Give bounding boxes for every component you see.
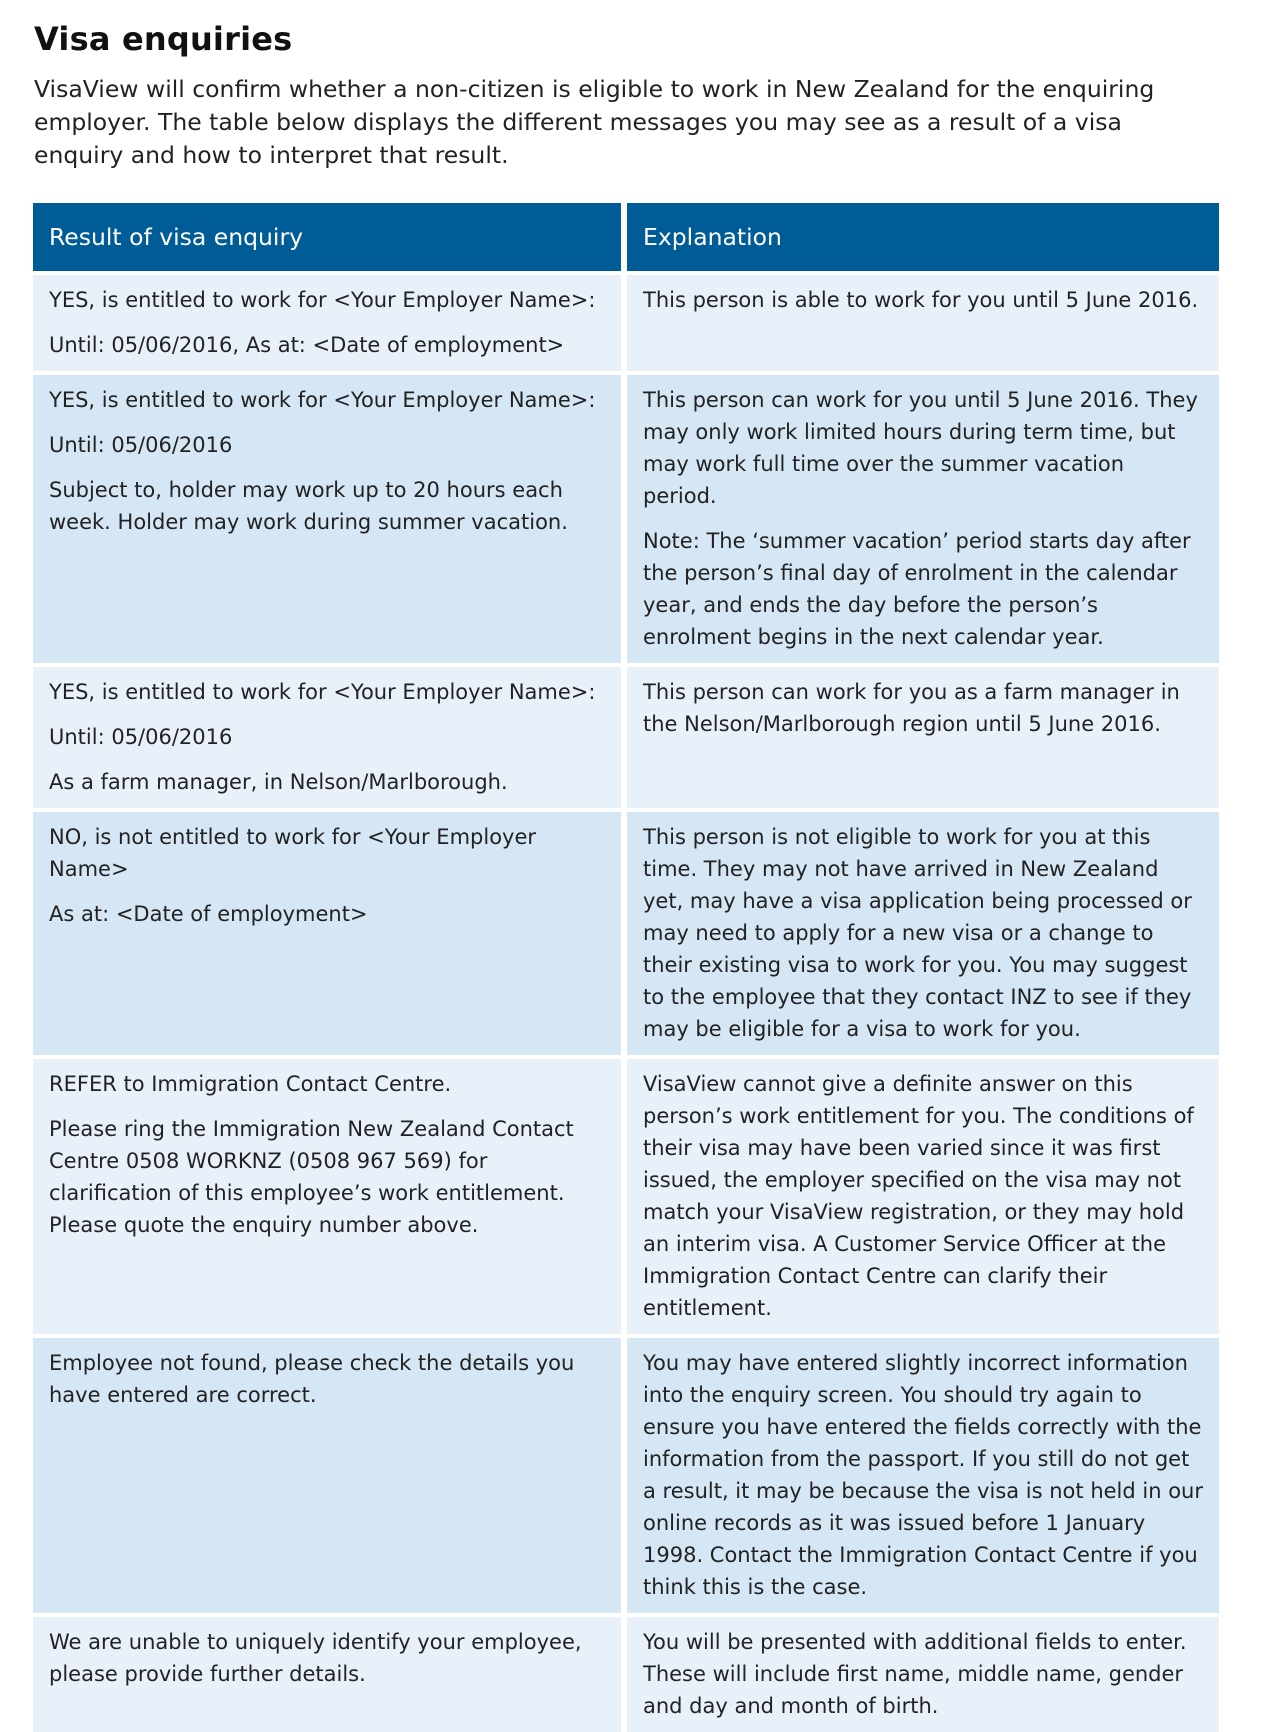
explanation-cell <box>627 808 1219 1055</box>
result-cell <box>33 1613 627 1732</box>
explanation-paragraph: VisaView cannot give a definite answer on this person’s work entitlement for you. The conditions of their visa may have been varied since it was first issued, the employer specified on the visa may not match your VisaView registration, or they may hold an interim visa. A Customer Service Officer at the Immigration Contact Centre can clarify their entitlement. <box>643 1072 1194 1320</box>
table-row <box>33 808 1219 1055</box>
table-row <box>33 271 1219 371</box>
explanation-paragraph: You will be presented with additional fields to enter. These will include first name, middle name, gender and day and month of birth. <box>643 1630 1187 1718</box>
page-title: Visa enquiries <box>34 20 293 58</box>
explanation-paragraph: This person can work for you until 5 June 2016. They may only work limited hours during term time, but may work full time over the summer vacation period. <box>643 388 1198 508</box>
table-row <box>33 1334 1219 1613</box>
result-line: YES, is entitled to work for <Your Employer Name>: <box>49 680 596 704</box>
result-line: Please ring the Immigration New Zealand Contact Centre 0508 WORKNZ (0508 967 569) for clarification of this employee’s work entitlement. Please quote the enquiry number above. <box>49 1117 574 1237</box>
result-cell <box>33 808 627 1055</box>
result-cell <box>33 271 627 371</box>
table-header-row <box>33 203 1219 271</box>
explanation-paragraph: Note: The ‘summer vacation’ period starts day after the person’s final day of enrolment in the calendar year, and ends the day before the person’s enrolment begins in the next calendar year. <box>643 529 1191 649</box>
table-row <box>33 1055 1219 1334</box>
table-row <box>33 371 1219 663</box>
result-line: YES, is entitled to work for <Your Employer Name>: <box>49 288 596 312</box>
explanation-paragraph: This person can work for you as a farm manager in the Nelson/Marlborough region until 5 June 2016. <box>643 680 1180 736</box>
explanation-cell <box>627 271 1219 371</box>
explanation-cell <box>627 1334 1219 1613</box>
explanation-cell <box>627 663 1219 808</box>
result-line: Until: 05/06/2016 <box>49 433 233 457</box>
result-cell <box>33 1055 627 1334</box>
result-line: As at: <Date of employment> <box>49 902 368 926</box>
result-line: Until: 05/06/2016, As at: <Date of employment> <box>49 333 565 357</box>
result-line: Until: 05/06/2016 <box>49 725 233 749</box>
result-cell <box>33 663 627 808</box>
result-cell <box>33 1334 627 1613</box>
explanation-cell <box>627 371 1219 663</box>
result-line: As a farm manager, in Nelson/Marlborough. <box>49 770 508 794</box>
result-line: REFER to Immigration Contact Centre. <box>49 1072 452 1096</box>
explanation-paragraph: This person is not eligible to work for you at this time. They may not have arrived in New Zealand yet, may have a visa application being processed or may need to apply for a new visa or a change to their existing visa to work for you. You may suggest to the employee that they contact INZ to see if they may be eligible for a visa to work for you. <box>643 825 1192 1041</box>
result-line: NO, is not entitled to work for <Your Employer Name> <box>49 825 537 881</box>
table-row <box>33 663 1219 808</box>
intro-paragraph: VisaView will confirm whether a non-citizen is eligible to work in New Zealand for the enquiring employer. The table below displays the different messages you may see as a result of a visa enquiry and how to interpret that result. <box>34 75 1155 169</box>
explanation-cell <box>627 1613 1219 1732</box>
table-row <box>33 1613 1219 1732</box>
result-line: Employee not found, please check the details you have entered are correct. <box>49 1351 575 1407</box>
explanation-paragraph: You may have entered slightly incorrect information into the enquiry screen. You should try again to ensure you have entered the fields correctly with the information from the passport. If you still do not get a result, it may be because the visa is not held in our online records as it was issued before 1 January 1998. Contact the Immigration Contact Centre if you think this is the case. <box>643 1351 1203 1599</box>
explanation-paragraph: This person is able to work for you until 5 June 2016. <box>643 288 1199 312</box>
visa-results-table <box>33 203 1219 1732</box>
result-cell <box>33 371 627 663</box>
result-line: YES, is entitled to work for <Your Employer Name>: <box>49 388 596 412</box>
column-header-result: Result of visa enquiry <box>33 203 627 271</box>
column-header-explanation: Explanation <box>627 203 1219 271</box>
result-line: We are unable to uniquely identify your employee, please provide further details. <box>49 1630 582 1686</box>
result-line: Subject to, holder may work up to 20 hours each week. Holder may work during summer vacation. <box>49 478 568 534</box>
explanation-cell <box>627 1055 1219 1334</box>
